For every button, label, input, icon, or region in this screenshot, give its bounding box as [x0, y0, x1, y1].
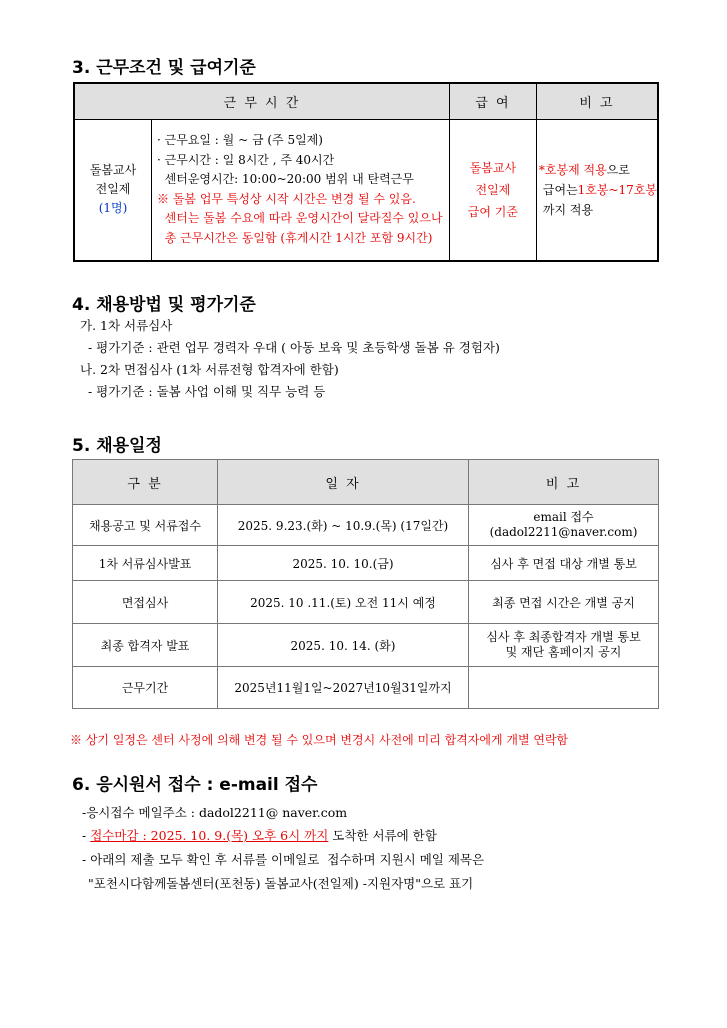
deadline-rest: 도착한 서류에 한함 — [328, 828, 437, 843]
pay-header: 급 여 — [449, 83, 536, 119]
position-count: (1명) — [98, 201, 128, 216]
schedule-note-line: 심사 후 최종합격자 개별 통보 — [486, 630, 641, 644]
date-header: 일 자 — [218, 460, 469, 505]
section4-heading: 4. 채용방법 및 평가기준 — [72, 295, 256, 315]
schedule-date: 2025. 10. 14. (화) — [218, 624, 469, 667]
schedule-footnote: ※ 상기 일정은 센터 사정에 의해 변경 될 수 있으며 변경시 사전에 미리 합격자에게 개별 연락함 — [70, 733, 569, 747]
schedule-table — [72, 459, 659, 709]
hours-notice: 센터는 돌봄 수요에 따라 운영시간이 달라질수 있으나 — [157, 211, 443, 226]
pay-line: 급여 기준 — [467, 204, 518, 219]
schedule-note-header: 비 고 — [469, 460, 659, 505]
section4-line: 가. 1차 서류심사 — [80, 318, 173, 333]
email-line: -응시접수 메일주소 : dadol2211@ naver.com — [82, 805, 348, 820]
position-cell — [74, 119, 152, 261]
section4-line: - 평가기준 : 관련 업무 경력자 우대 ( 아동 보육 및 초등학생 돌봄 유 경험자) — [80, 340, 500, 355]
schedule-type: 면접심사 — [73, 581, 218, 624]
schedule-note: 최종 면접 시간은 개별 공지 — [469, 581, 659, 624]
note-text: 으로 — [606, 162, 630, 177]
hours-notice: ※ 돌봄 업무 특성상 시작 시간은 변경 될 수 있음. — [157, 191, 416, 206]
schedule-type: 최종 합격자 발표 — [73, 624, 218, 667]
submit-line: - 아래의 제출 모두 확인 후 서류를 이메일로 접수하며 지원시 메일 제목은 — [82, 852, 485, 867]
work-conditions-table — [73, 82, 659, 262]
schedule-type: 1차 서류심사발표 — [73, 546, 218, 581]
pay-line: 전일제 — [475, 182, 511, 197]
note-cell — [536, 119, 658, 261]
schedule-date: 2025. 10. 10.(금) — [218, 546, 469, 581]
position-type: 전일제 — [95, 182, 131, 197]
schedule-note — [469, 505, 659, 546]
section3-heading: 3. 근무조건 및 급여기준 — [72, 58, 256, 78]
table-row — [73, 581, 659, 624]
table-row — [73, 667, 659, 709]
type-header: 구 분 — [73, 460, 218, 505]
hours-cell — [152, 119, 450, 261]
schedule-date: 2025. 10 .11.(토) 오전 11시 예정 — [218, 581, 469, 624]
section6-heading: 6. 응시원서 접수 : e-mail 접수 — [72, 775, 318, 795]
pay-cell — [449, 119, 536, 261]
hours-notice: 총 근무시간은 동일함 (휴게시간 1시간 포함 9시간) — [157, 230, 433, 245]
deadline-line — [82, 826, 437, 844]
hours-header: 근 무 시 간 — [74, 83, 449, 119]
schedule-note-line: 및 재단 홈페이지 공지 — [505, 645, 622, 659]
schedule-note: 심사 후 면접 대상 개별 통보 — [469, 546, 659, 581]
schedule-note — [469, 624, 659, 667]
deadline-dash: - — [82, 828, 91, 843]
position-title: 돌봄교사 — [89, 163, 137, 178]
table-row — [73, 546, 659, 581]
schedule-note-line: email 접수 — [533, 510, 594, 524]
note-text: 급여는 — [542, 182, 578, 197]
table-row — [73, 505, 659, 546]
schedule-note — [469, 667, 659, 709]
note-red: *호봉제 적용 — [538, 162, 607, 177]
note-header: 비 고 — [536, 83, 658, 119]
schedule-date: 2025. 9.23.(화) ~ 10.9.(목) (17일간) — [218, 505, 469, 546]
schedule-date: 2025년11월1일~2027년10월31일까지 — [218, 667, 469, 709]
pay-line: 돌봄교사 — [469, 160, 517, 175]
schedule-type: 근무기간 — [73, 667, 218, 709]
section4-line: 나. 2차 면접심사 (1차 서류전형 합격자에 한함) — [80, 362, 339, 377]
note-text: 까지 적용 — [542, 202, 594, 217]
title-format-line: "포천시다함께돌봄센터(포천동) 돌봄교사(전일제) -지원자명"으로 표기 — [88, 876, 474, 891]
hours-line: 센터운영시간: 10:00~20:00 범위 내 탄력근무 — [157, 172, 414, 187]
table-row — [73, 624, 659, 667]
hours-line: · 근무시간 : 일 8시간 , 주 40시간 — [157, 152, 335, 167]
section5-heading: 5. 채용일정 — [72, 436, 162, 456]
hours-line: · 근무요일 : 월 ~ 금 (주 5일제) — [157, 133, 323, 148]
schedule-note-line: (dadol2211@naver.com) — [489, 525, 638, 539]
deadline-text: 접수마감 : 2025. 10. 9.(목) 오후 6시 까지 — [90, 828, 329, 843]
section4-line: - 평가기준 : 돌봄 사업 이해 및 직무 능력 등 — [80, 384, 326, 399]
note-red: 1호봉~17호봉 — [577, 182, 657, 197]
schedule-type: 채용공고 및 서류접수 — [73, 505, 218, 546]
